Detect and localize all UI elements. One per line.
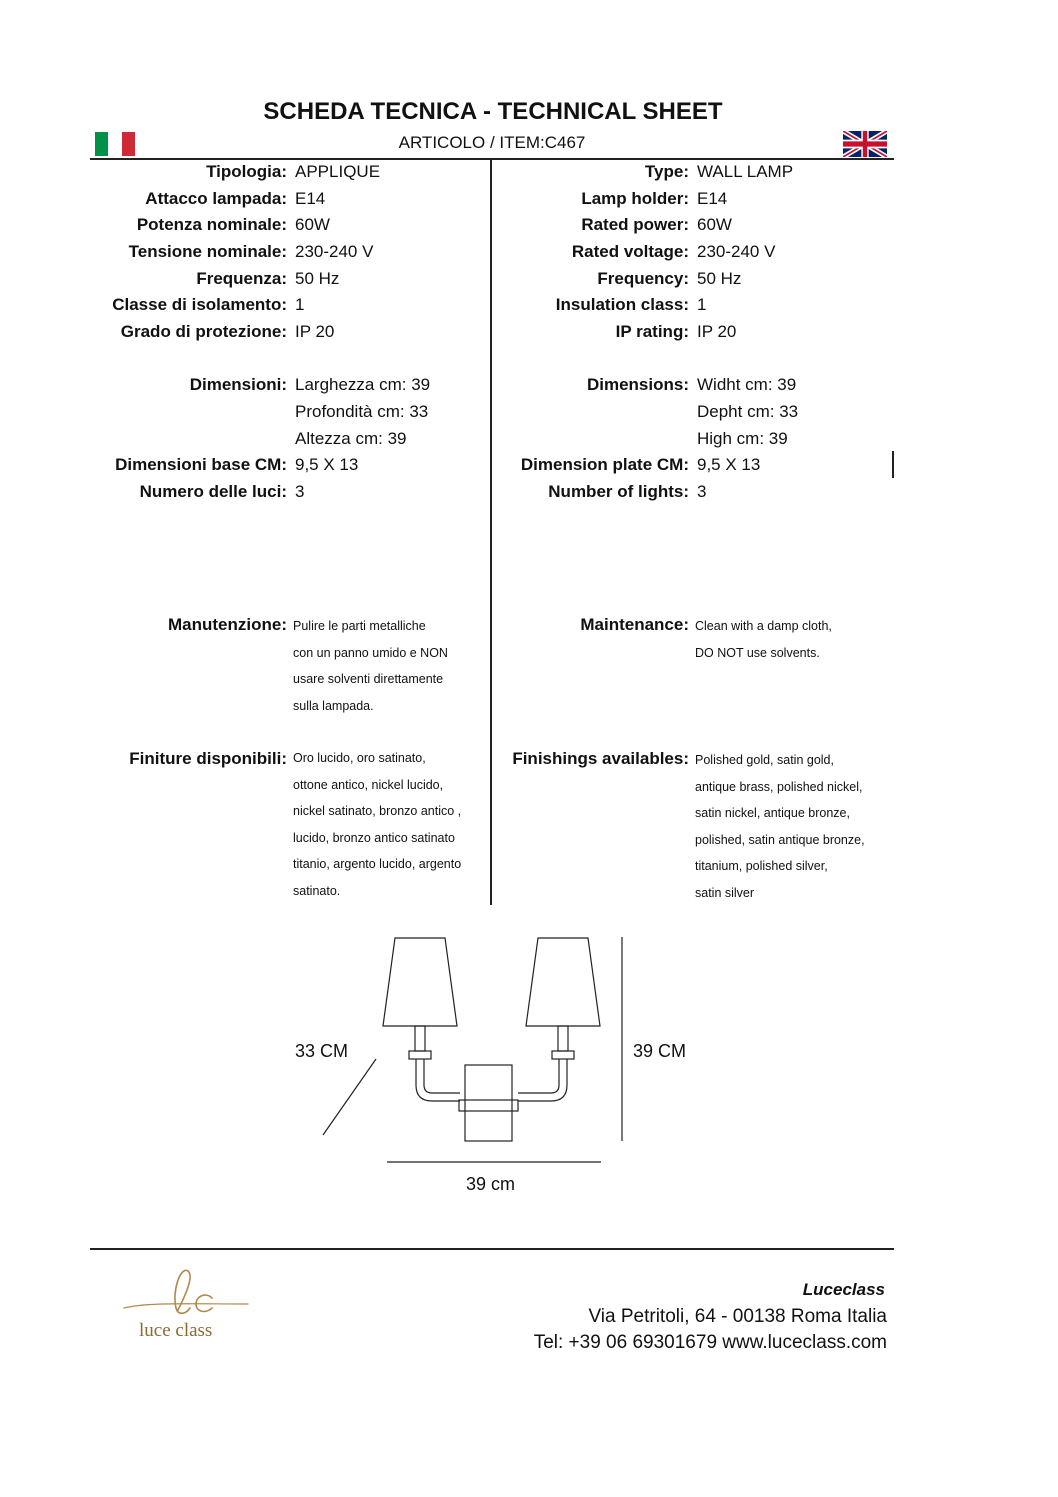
lights-label-it: Numero delle luci: — [139, 482, 287, 501]
maintenance-line: usare solventi direttamente — [293, 672, 444, 686]
base-value-it: 9,5 X 13 — [295, 455, 359, 474]
left-shade — [383, 938, 457, 1026]
spec-label-en: Insulation class: — [555, 295, 689, 314]
right-arm-inner — [518, 1059, 559, 1093]
spec-label-it: Grado di protezione: — [120, 322, 287, 341]
finishes-line: Polished gold, satin gold, — [695, 753, 834, 767]
spec-label-it: Classe di isolamento: — [112, 295, 287, 314]
spec-label-it: Frequenza: — [196, 269, 287, 288]
finishes-line: satin silver — [695, 885, 755, 900]
dimension-height-it: Altezza cm: 39 — [295, 429, 407, 448]
depth-label: 33 CM — [295, 1041, 349, 1061]
finishes-line: lucido, bronzo antico satinato — [293, 830, 455, 845]
maintenance-label-it: Manutenzione: — [168, 615, 287, 634]
width-label: 39 cm — [466, 1174, 516, 1194]
arm-bar — [459, 1100, 518, 1111]
finishes-line: satin nickel, antique bronze, — [695, 806, 850, 820]
company-contact: Tel: +39 06 69301679 www.luceclass.com — [533, 1332, 887, 1353]
base-label-it: Dimensioni base CM: — [115, 455, 287, 474]
lights-value-it: 3 — [295, 482, 305, 501]
uk-flag-icon — [843, 131, 887, 157]
spec-value-it: 60W — [295, 215, 330, 234]
finishes-label-it: Finiture disponibili: — [129, 749, 287, 768]
spec-value-it: 50 Hz — [295, 269, 340, 288]
maintenance-line: DO NOT use solvents. — [695, 645, 820, 660]
footer-divider — [90, 1248, 894, 1250]
maintenance-line: con un panno umido e NON — [293, 645, 448, 660]
dimension-width-it: Larghezza cm: 39 — [295, 375, 431, 394]
spec-value-en: 230-240 V — [697, 242, 776, 261]
finishes-line: satinato. — [293, 883, 341, 898]
finishes-label-en: Finishings availables: — [512, 749, 689, 768]
header-divider — [90, 158, 894, 160]
finishes-line: polished, satin antique bronze, — [695, 832, 865, 847]
spec-label-en: Rated power: — [581, 215, 689, 234]
finishes-line: antique brass, polished nickel, — [695, 779, 863, 794]
logo-wordmark: luce class — [139, 1320, 213, 1341]
italy-flag-icon — [95, 132, 135, 156]
spec-value-en: 1 — [697, 295, 707, 314]
dimension-width-en: Widht cm: 39 — [697, 375, 797, 394]
right-cup — [552, 1051, 574, 1059]
spec-label-en: Lamp holder: — [581, 189, 689, 208]
dimension-height-en: High cm: 39 — [697, 429, 788, 448]
finishes-line: Oro lucido, oro satinato, — [293, 751, 426, 765]
spec-value-en: 50 Hz — [697, 269, 742, 288]
dimension-depth-en: Depht cm: 33 — [697, 402, 799, 421]
spec-value-en: IP 20 — [697, 322, 737, 341]
left-arm — [416, 1059, 460, 1101]
right-arm — [518, 1059, 567, 1101]
spec-label-it: Potenza nominale: — [136, 215, 287, 234]
wall-plate — [465, 1065, 512, 1141]
lights-label-en: Number of lights: — [548, 482, 689, 501]
luceclass-logo-icon — [120, 1264, 255, 1324]
company-name: Luceclass — [802, 1280, 885, 1299]
spec-value-it: E14 — [295, 189, 326, 208]
spec-label-it: Tensione nominale: — [128, 242, 287, 261]
finishes-line: titanio, argento lucido, argento — [293, 857, 462, 871]
lights-value-en: 3 — [697, 482, 707, 501]
finishes-line: titanium, polished silver, — [695, 859, 828, 873]
maintenance-line: Clean with a damp cloth, — [695, 619, 832, 633]
base-label-en: Dimension plate CM: — [520, 455, 689, 474]
page-title: SCHEDA TECNICA - TECHNICAL SHEET — [263, 98, 723, 125]
dimensions-label-en: Dimensions: — [586, 375, 689, 394]
spec-value-it: 1 — [295, 295, 305, 314]
left-socket — [415, 1026, 425, 1051]
spec-label-en: IP rating: — [615, 322, 689, 341]
dimensions-label-it: Dimensioni: — [189, 375, 287, 394]
finishes-line: ottone antico, nickel lucido, — [293, 777, 444, 792]
base-value-en: 9,5 X 13 — [697, 455, 761, 474]
edge-mark — [892, 451, 894, 478]
spec-value-it: APPLIQUE — [295, 162, 381, 181]
spec-label-it: Tipologia: — [206, 162, 287, 181]
right-socket — [558, 1026, 568, 1051]
finishes-text-en — [695, 747, 865, 906]
height-label: 39 CM — [633, 1041, 687, 1061]
spec-value-en: E14 — [697, 189, 728, 208]
dimension-depth-it: Profondità cm: 33 — [295, 402, 429, 421]
finishes-line: nickel satinato, bronzo antico , — [293, 804, 462, 818]
lamp-drawing — [300, 925, 720, 1205]
spec-value-en: WALL LAMP — [697, 162, 794, 181]
maintenance-text-en — [695, 613, 832, 666]
spec-label-en: Frequency: — [597, 269, 689, 288]
spec-label-it: Attacco lampada: — [145, 189, 287, 208]
spec-value-it: IP 20 — [295, 322, 335, 341]
finishes-text-it — [293, 745, 461, 904]
spec-label-en: Rated voltage: — [571, 242, 689, 261]
maintenance-line: sulla lampada. — [293, 698, 374, 713]
maintenance-text-it — [293, 613, 448, 719]
spec-label-en: Type: — [644, 162, 689, 181]
maintenance-label-en: Maintenance: — [580, 615, 689, 634]
left-cup — [409, 1051, 431, 1059]
depth-dimension-line — [323, 1059, 376, 1135]
item-code: ARTICOLO / ITEM:C467 — [398, 133, 586, 152]
spec-value-en: 60W — [697, 215, 732, 234]
right-shade — [526, 938, 600, 1026]
spec-value-it: 230-240 V — [295, 242, 374, 261]
left-arm-inner — [424, 1059, 460, 1093]
company-address: Via Petritoli, 64 - 00138 Roma Italia — [588, 1306, 887, 1327]
maintenance-line: Pulire le parti metalliche — [293, 619, 426, 633]
